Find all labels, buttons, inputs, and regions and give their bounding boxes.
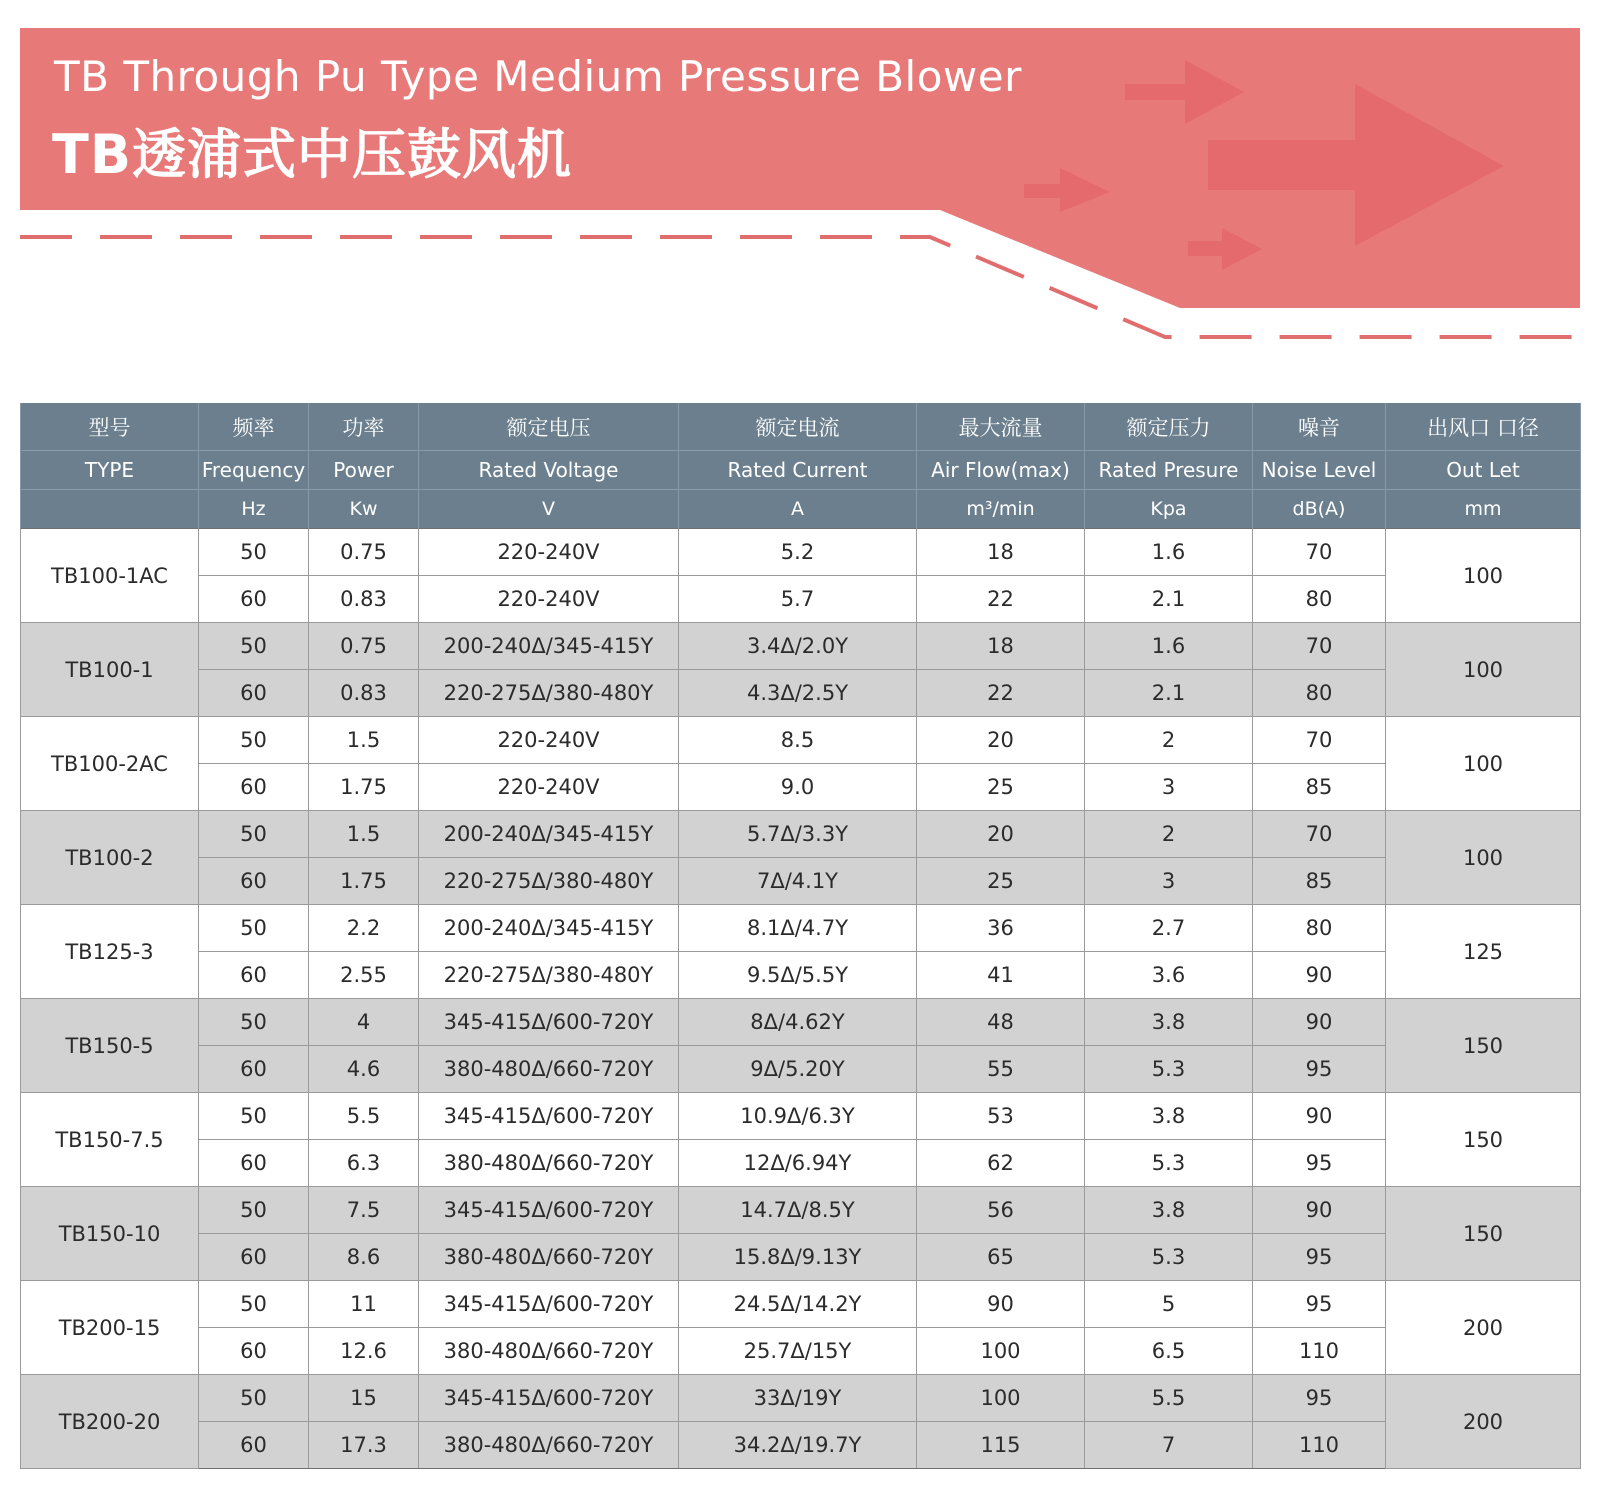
voltage-cell: 380-480Δ/660-720Y (419, 1140, 679, 1187)
outlet-cell: 125 (1386, 905, 1581, 999)
airflow-cell: 48 (917, 999, 1085, 1046)
power-cell: 0.83 (309, 670, 419, 717)
voltage-cell: 380-480Δ/660-720Y (419, 1046, 679, 1093)
frequency-cell: 60 (199, 670, 309, 717)
current-cell: 25.7Δ/15Y (679, 1328, 917, 1375)
voltage-cell: 220-240V (419, 717, 679, 764)
table-row (21, 999, 1581, 1046)
table-row (21, 1093, 1581, 1140)
table-row (21, 717, 1581, 764)
current-cell: 9.0 (679, 764, 917, 811)
noise-cell: 90 (1253, 952, 1386, 999)
noise-cell: 95 (1253, 1234, 1386, 1281)
frequency-cell: 60 (199, 952, 309, 999)
model-group (21, 1187, 1581, 1281)
pressure-cell: 3.8 (1085, 1187, 1253, 1234)
airflow-cell: 18 (917, 529, 1085, 576)
current-cell: 24.5Δ/14.2Y (679, 1281, 917, 1328)
col-airflow-cn: 最大流量 (917, 403, 1085, 451)
power-cell: 17.3 (309, 1422, 419, 1469)
noise-cell: 70 (1253, 717, 1386, 764)
model-cell: TB125-3 (21, 905, 199, 999)
current-cell: 9.5Δ/5.5Y (679, 952, 917, 999)
frequency-cell: 50 (199, 529, 309, 576)
header-row-english (21, 451, 1581, 490)
airflow-cell: 115 (917, 1422, 1085, 1469)
power-cell: 15 (309, 1375, 419, 1422)
voltage-cell: 200-240Δ/345-415Y (419, 905, 679, 952)
table-row (21, 529, 1581, 576)
power-cell: 6.3 (309, 1140, 419, 1187)
table-row (21, 1046, 1581, 1093)
voltage-cell: 220-275Δ/380-480Y (419, 952, 679, 999)
table-row (21, 858, 1581, 905)
power-cell: 1.5 (309, 717, 419, 764)
frequency-cell: 60 (199, 764, 309, 811)
pressure-cell: 3.6 (1085, 952, 1253, 999)
col-voltage-unit: V (419, 490, 679, 529)
current-cell: 14.7Δ/8.5Y (679, 1187, 917, 1234)
power-cell: 1.5 (309, 811, 419, 858)
noise-cell: 85 (1253, 858, 1386, 905)
current-cell: 34.2Δ/19.7Y (679, 1422, 917, 1469)
power-cell: 4 (309, 999, 419, 1046)
frequency-cell: 50 (199, 1375, 309, 1422)
airflow-cell: 62 (917, 1140, 1085, 1187)
col-frequency-en: Frequency (199, 451, 309, 490)
current-cell: 12Δ/6.94Y (679, 1140, 917, 1187)
current-cell: 3.4Δ/2.0Y (679, 623, 917, 670)
voltage-cell: 220-275Δ/380-480Y (419, 670, 679, 717)
power-cell: 2.2 (309, 905, 419, 952)
current-cell: 9Δ/5.20Y (679, 1046, 917, 1093)
pressure-cell: 1.6 (1085, 623, 1253, 670)
current-cell: 7Δ/4.1Y (679, 858, 917, 905)
model-cell: TB150-5 (21, 999, 199, 1093)
airflow-cell: 22 (917, 670, 1085, 717)
current-cell: 15.8Δ/9.13Y (679, 1234, 917, 1281)
pressure-cell: 3.8 (1085, 1093, 1253, 1140)
frequency-cell: 50 (199, 1281, 309, 1328)
noise-cell: 80 (1253, 576, 1386, 623)
pressure-cell: 2.1 (1085, 670, 1253, 717)
col-type-unit (21, 490, 199, 529)
col-voltage-en: Rated Voltage (419, 451, 679, 490)
voltage-cell: 345-415Δ/600-720Y (419, 1281, 679, 1328)
table-row (21, 1187, 1581, 1234)
airflow-cell: 100 (917, 1328, 1085, 1375)
table-row (21, 1140, 1581, 1187)
col-current-cn: 额定电流 (679, 403, 917, 451)
airflow-cell: 65 (917, 1234, 1085, 1281)
col-noise-cn: 噪音 (1253, 403, 1386, 451)
power-cell: 8.6 (309, 1234, 419, 1281)
model-group (21, 999, 1581, 1093)
noise-cell: 95 (1253, 1281, 1386, 1328)
noise-cell: 85 (1253, 764, 1386, 811)
voltage-cell: 220-275Δ/380-480Y (419, 858, 679, 905)
col-airflow-en: Air Flow(max) (917, 451, 1085, 490)
noise-cell: 110 (1253, 1328, 1386, 1375)
col-outlet-cn: 出风口 口径 (1386, 403, 1581, 451)
current-cell: 8Δ/4.62Y (679, 999, 917, 1046)
noise-cell: 90 (1253, 1093, 1386, 1140)
col-noise-en: Noise Level (1253, 451, 1386, 490)
table-row (21, 576, 1581, 623)
frequency-cell: 50 (199, 1187, 309, 1234)
table-header (21, 403, 1581, 529)
model-cell: TB100-2 (21, 811, 199, 905)
col-type-en: TYPE (21, 451, 199, 490)
noise-cell: 70 (1253, 623, 1386, 670)
table-row (21, 623, 1581, 670)
model-cell: TB200-15 (21, 1281, 199, 1375)
frequency-cell: 50 (199, 1093, 309, 1140)
power-cell: 2.55 (309, 952, 419, 999)
col-frequency-unit: Hz (199, 490, 309, 529)
current-cell: 33Δ/19Y (679, 1375, 917, 1422)
frequency-cell: 50 (199, 905, 309, 952)
pressure-cell: 5 (1085, 1281, 1253, 1328)
airflow-cell: 41 (917, 952, 1085, 999)
current-cell: 8.5 (679, 717, 917, 764)
col-current-unit: A (679, 490, 917, 529)
outlet-cell: 150 (1386, 1187, 1581, 1281)
table-row (21, 1375, 1581, 1422)
airflow-cell: 36 (917, 905, 1085, 952)
noise-cell: 70 (1253, 529, 1386, 576)
power-cell: 1.75 (309, 858, 419, 905)
voltage-cell: 220-240V (419, 576, 679, 623)
power-cell: 11 (309, 1281, 419, 1328)
power-cell: 1.75 (309, 764, 419, 811)
airflow-cell: 18 (917, 623, 1085, 670)
table-row (21, 1281, 1581, 1328)
airflow-cell: 53 (917, 1093, 1085, 1140)
title-banner (0, 0, 1600, 360)
table-row (21, 670, 1581, 717)
outlet-cell: 150 (1386, 1093, 1581, 1187)
outlet-cell: 200 (1386, 1281, 1581, 1375)
col-power-cn: 功率 (309, 403, 419, 451)
noise-cell: 95 (1253, 1375, 1386, 1422)
airflow-cell: 25 (917, 764, 1085, 811)
title-chinese: TB透浦式中压鼓风机 (52, 123, 572, 186)
pressure-cell: 5.3 (1085, 1140, 1253, 1187)
outlet-cell: 100 (1386, 717, 1581, 811)
power-cell: 7.5 (309, 1187, 419, 1234)
current-cell: 5.7Δ/3.3Y (679, 811, 917, 858)
frequency-cell: 50 (199, 717, 309, 764)
table-row (21, 1234, 1581, 1281)
noise-cell: 95 (1253, 1046, 1386, 1093)
model-cell: TB150-7.5 (21, 1093, 199, 1187)
noise-cell: 95 (1253, 1140, 1386, 1187)
pressure-cell: 2 (1085, 717, 1253, 764)
col-power-en: Power (309, 451, 419, 490)
airflow-cell: 25 (917, 858, 1085, 905)
power-cell: 0.75 (309, 623, 419, 670)
current-cell: 8.1Δ/4.7Y (679, 905, 917, 952)
model-group (21, 811, 1581, 905)
current-cell: 10.9Δ/6.3Y (679, 1093, 917, 1140)
voltage-cell: 345-415Δ/600-720Y (419, 999, 679, 1046)
col-pressure-en: Rated Presure (1085, 451, 1253, 490)
power-cell: 4.6 (309, 1046, 419, 1093)
pressure-cell: 5.3 (1085, 1234, 1253, 1281)
power-cell: 0.75 (309, 529, 419, 576)
table-row (21, 764, 1581, 811)
pressure-cell: 5.5 (1085, 1375, 1253, 1422)
voltage-cell: 220-240V (419, 529, 679, 576)
col-voltage-cn: 额定电压 (419, 403, 679, 451)
frequency-cell: 50 (199, 999, 309, 1046)
header-row-units (21, 490, 1581, 529)
pressure-cell: 1.6 (1085, 529, 1253, 576)
power-cell: 5.5 (309, 1093, 419, 1140)
noise-cell: 90 (1253, 999, 1386, 1046)
table-row (21, 811, 1581, 858)
airflow-cell: 20 (917, 717, 1085, 764)
pressure-cell: 7 (1085, 1422, 1253, 1469)
table-row (21, 1328, 1581, 1375)
outlet-cell: 100 (1386, 623, 1581, 717)
pressure-cell: 3 (1085, 858, 1253, 905)
voltage-cell: 200-240Δ/345-415Y (419, 811, 679, 858)
voltage-cell: 345-415Δ/600-720Y (419, 1093, 679, 1140)
voltage-cell: 380-480Δ/660-720Y (419, 1422, 679, 1469)
col-type-cn: 型号 (21, 403, 199, 451)
noise-cell: 70 (1253, 811, 1386, 858)
outlet-cell: 100 (1386, 529, 1581, 623)
airflow-cell: 100 (917, 1375, 1085, 1422)
current-cell: 5.2 (679, 529, 917, 576)
power-cell: 0.83 (309, 576, 419, 623)
title-english: TB Through Pu Type Medium Pressure Blower (54, 52, 1022, 101)
noise-cell: 110 (1253, 1422, 1386, 1469)
noise-cell: 80 (1253, 670, 1386, 717)
voltage-cell: 200-240Δ/345-415Y (419, 623, 679, 670)
model-cell: TB200-20 (21, 1375, 199, 1469)
voltage-cell: 345-415Δ/600-720Y (419, 1375, 679, 1422)
airflow-cell: 22 (917, 576, 1085, 623)
model-group (21, 1281, 1581, 1375)
col-outlet-unit: mm (1386, 490, 1581, 529)
table-row (21, 1422, 1581, 1469)
header-row-chinese (21, 403, 1581, 451)
pressure-cell: 2.1 (1085, 576, 1253, 623)
pressure-cell: 2 (1085, 811, 1253, 858)
pressure-cell: 5.3 (1085, 1046, 1253, 1093)
outlet-cell: 100 (1386, 811, 1581, 905)
frequency-cell: 60 (199, 1140, 309, 1187)
model-cell: TB100-1AC (21, 529, 199, 623)
voltage-cell: 345-415Δ/600-720Y (419, 1187, 679, 1234)
airflow-cell: 56 (917, 1187, 1085, 1234)
frequency-cell: 50 (199, 811, 309, 858)
noise-cell: 90 (1253, 1187, 1386, 1234)
model-group (21, 623, 1581, 717)
noise-cell: 80 (1253, 905, 1386, 952)
model-cell: TB150-10 (21, 1187, 199, 1281)
frequency-cell: 60 (199, 1328, 309, 1375)
model-cell: TB100-1 (21, 623, 199, 717)
col-pressure-cn: 额定压力 (1085, 403, 1253, 451)
col-pressure-unit: Kpa (1085, 490, 1253, 529)
frequency-cell: 60 (199, 1046, 309, 1093)
voltage-cell: 380-480Δ/660-720Y (419, 1234, 679, 1281)
airflow-cell: 55 (917, 1046, 1085, 1093)
power-cell: 12.6 (309, 1328, 419, 1375)
voltage-cell: 380-480Δ/660-720Y (419, 1328, 679, 1375)
model-cell: TB100-2AC (21, 717, 199, 811)
col-frequency-cn: 频率 (199, 403, 309, 451)
model-group (21, 717, 1581, 811)
current-cell: 4.3Δ/2.5Y (679, 670, 917, 717)
frequency-cell: 60 (199, 576, 309, 623)
col-current-en: Rated Current (679, 451, 917, 490)
frequency-cell: 50 (199, 623, 309, 670)
airflow-cell: 90 (917, 1281, 1085, 1328)
pressure-cell: 2.7 (1085, 905, 1253, 952)
model-group (21, 529, 1581, 623)
pressure-cell: 3.8 (1085, 999, 1253, 1046)
col-airflow-unit: m³/min (917, 490, 1085, 529)
spec-table (20, 403, 1581, 1469)
col-power-unit: Kw (309, 490, 419, 529)
outlet-cell: 150 (1386, 999, 1581, 1093)
model-group (21, 1375, 1581, 1469)
frequency-cell: 60 (199, 1234, 309, 1281)
table-row (21, 952, 1581, 999)
voltage-cell: 220-240V (419, 764, 679, 811)
col-noise-unit: dB(A) (1253, 490, 1386, 529)
airflow-cell: 20 (917, 811, 1085, 858)
pressure-cell: 3 (1085, 764, 1253, 811)
model-group (21, 1093, 1581, 1187)
pressure-cell: 6.5 (1085, 1328, 1253, 1375)
table-row (21, 905, 1581, 952)
model-group (21, 905, 1581, 999)
frequency-cell: 60 (199, 858, 309, 905)
col-outlet-en: Out Let (1386, 451, 1581, 490)
frequency-cell: 60 (199, 1422, 309, 1469)
outlet-cell: 200 (1386, 1375, 1581, 1469)
current-cell: 5.7 (679, 576, 917, 623)
